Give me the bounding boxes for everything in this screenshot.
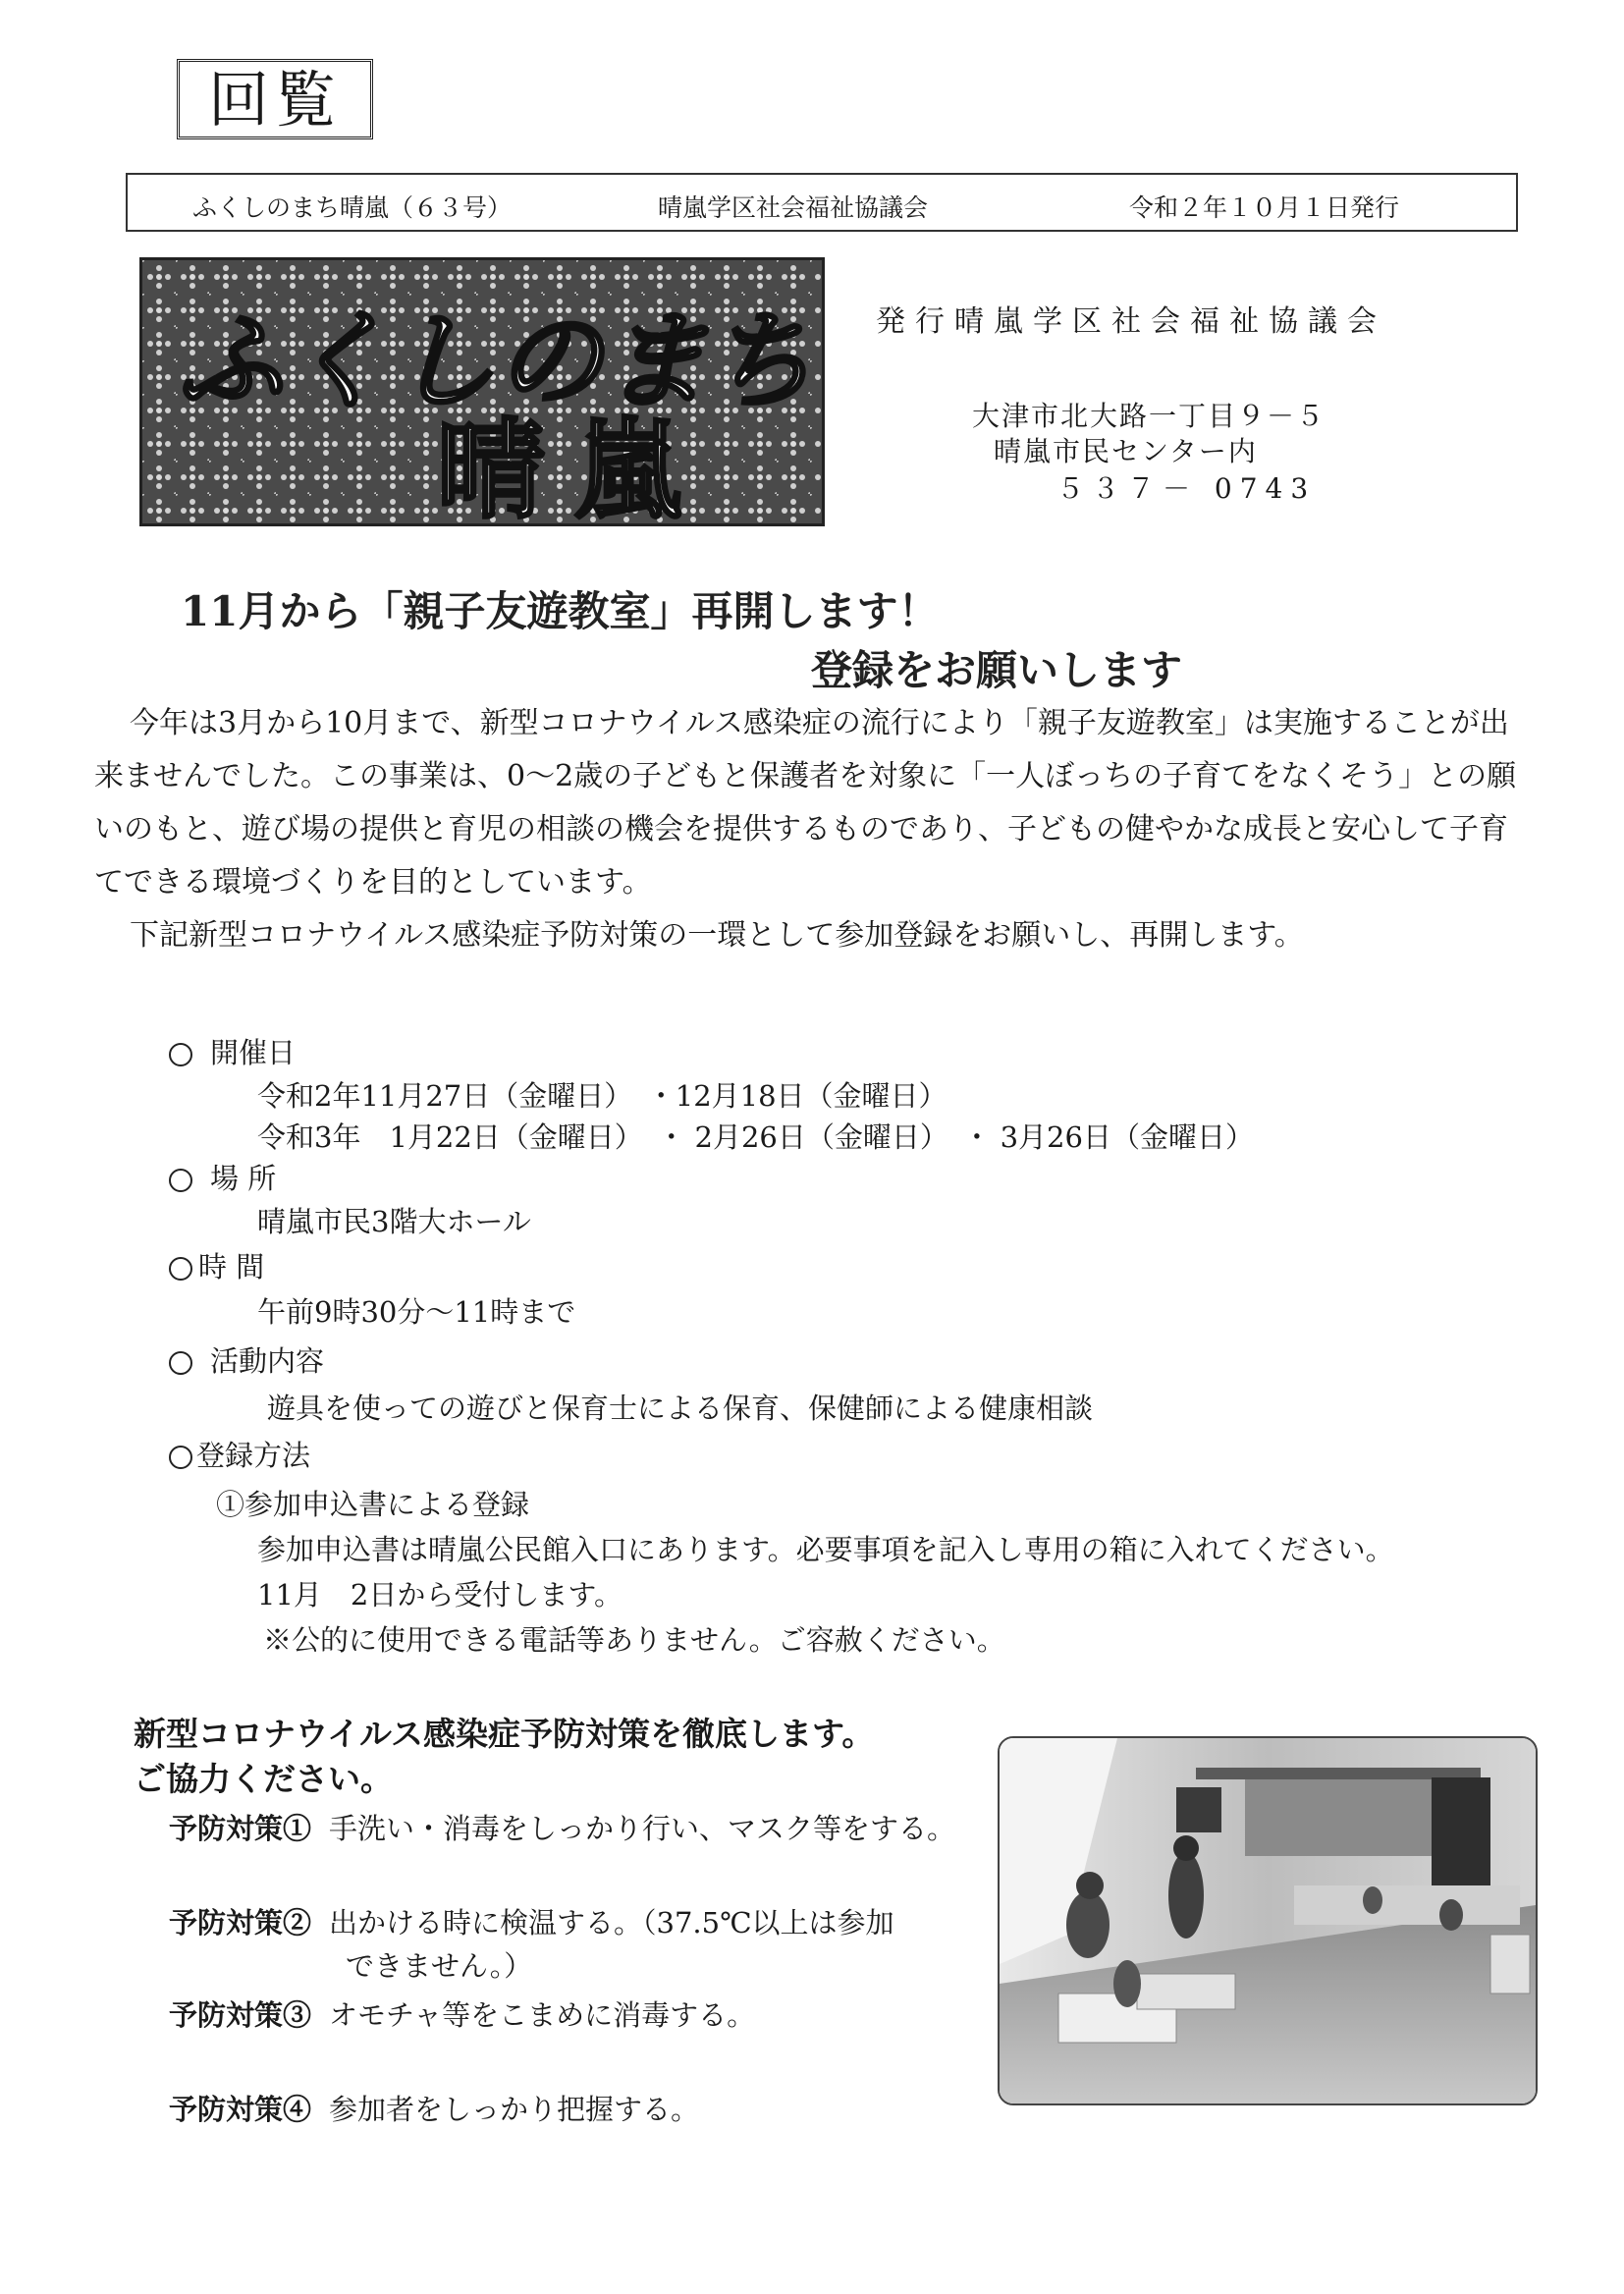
bullet-circle-icon xyxy=(169,1446,192,1469)
register-heading xyxy=(169,1434,310,1474)
newsletter-name: ふくしのまち晴嵐（６３号） xyxy=(192,193,513,222)
prevention-text: 出かける時に検温する。（37.5℃以上は参加 xyxy=(329,1906,894,1939)
register-start: 11月 2日から受付します。 xyxy=(257,1578,623,1611)
headline-line1: 11月から「親子友遊教室」再開します！ xyxy=(181,587,940,635)
intro-paragraph-2: 下記新型コロナウイルス感染症予防対策の一環として参加登録をお願いし、再開します。 xyxy=(130,918,1304,953)
prevention-text: 参加者をしっかり把握する。 xyxy=(329,2093,700,2126)
prevention-text: オモチャ等をこまめに消毒する。 xyxy=(329,1998,756,2032)
place-heading xyxy=(169,1157,276,1197)
headline-line2: 登録をお願いします xyxy=(811,646,1183,694)
classroom-photo xyxy=(998,1736,1538,2105)
prevention-title-line1: 新型コロナウイルス感染症予防対策を徹底します。 xyxy=(134,1715,875,1753)
circulation-stamp: 回覧 xyxy=(177,59,373,139)
prevention-item-1 xyxy=(169,1807,955,1847)
dates-line2: 令和3年 1月22日（金曜日） ・ 2月26日（金曜日） ・ 3月26日（金曜日） xyxy=(257,1120,1254,1154)
intro-text xyxy=(94,697,1528,962)
prevention-text: 手洗い・消毒をしっかり行い、マスク等をする。 xyxy=(329,1812,956,1845)
dates-label: 開催日 xyxy=(210,1036,297,1069)
masthead-logo xyxy=(139,257,825,526)
place-label: 場 所 xyxy=(210,1162,277,1195)
masthead-title-line2: 晴嵐 xyxy=(437,407,712,523)
bullet-circle-icon xyxy=(169,1351,192,1375)
prevention-label: 予防対策④ xyxy=(169,2093,312,2126)
address-line2: 晴嵐市民センター内 xyxy=(994,435,1258,467)
prevention-title-line2: ご協力ください。 xyxy=(134,1760,393,1798)
issue-info-bar xyxy=(126,173,1518,232)
prevention-label: 予防対策③ xyxy=(169,1998,312,2032)
council-name: 晴嵐学区社会福祉協議会 xyxy=(658,193,929,222)
dates-line1: 令和2年11月27日（金曜日） ・12月18日（金曜日） xyxy=(257,1079,947,1113)
bullet-circle-icon xyxy=(169,1169,192,1192)
register-detail: 参加申込書は晴嵐公民館入口にあります。必要事項を記入し専用の箱に入れてください。 xyxy=(257,1533,1394,1566)
activity-label: 活動内容 xyxy=(210,1344,325,1378)
bullet-circle-icon xyxy=(169,1257,192,1281)
time-value: 午前9時30分～11時まで xyxy=(257,1295,576,1329)
dates-heading xyxy=(169,1031,296,1071)
activity-value: 遊具を使っての遊びと保育士による保育、保健師による健康相談 xyxy=(267,1392,1094,1425)
intro-paragraph-1: 今年は3月から10月まで、新型コロナウイルス感染症の流行により「親子友遊教室」は実施することが出来ませんでした。この事業は、0～2歳の子どもと保護者を対象に「一人ぼっちの子育てをなくそう」との願いのもと、遊び場の提供と育児の相談の機会を提供するものであり、子どもの健やかな成長と安心して子育てできる環境づくりを目的としています。 xyxy=(94,706,1517,900)
masthead-title-line1: ふくしのまち xyxy=(178,300,815,423)
bullet-circle-icon xyxy=(169,1043,192,1066)
register-label: 登録方法 xyxy=(196,1439,311,1472)
prevention-label: 予防対策② xyxy=(169,1906,312,1939)
address-line1: 大津市北大路一丁目９－５ xyxy=(972,400,1326,432)
place-value: 晴嵐市民3階大ホール xyxy=(257,1205,531,1238)
issuer-name: 発行晴嵐学区社会福祉協議会 xyxy=(876,304,1386,339)
prevention-item-3 xyxy=(169,1994,755,2034)
register-method: ①参加申込書による登録 xyxy=(216,1488,530,1521)
activity-heading xyxy=(169,1339,324,1380)
time-heading xyxy=(169,1245,264,1285)
prevention-item-4 xyxy=(169,2088,699,2128)
register-note: ※公的に使用できる電話等ありません。ご容赦ください。 xyxy=(263,1623,1005,1657)
phone-number: ５３７－ 0743 xyxy=(1056,472,1317,505)
prevention-item-2 xyxy=(169,1901,894,1941)
issue-date: 令和２年１０月１日発行 xyxy=(1129,193,1400,222)
time-label: 時 間 xyxy=(198,1250,265,1284)
prevention-item-2-cont: できません。） xyxy=(346,1949,533,1983)
prevention-label: 予防対策① xyxy=(169,1812,312,1845)
